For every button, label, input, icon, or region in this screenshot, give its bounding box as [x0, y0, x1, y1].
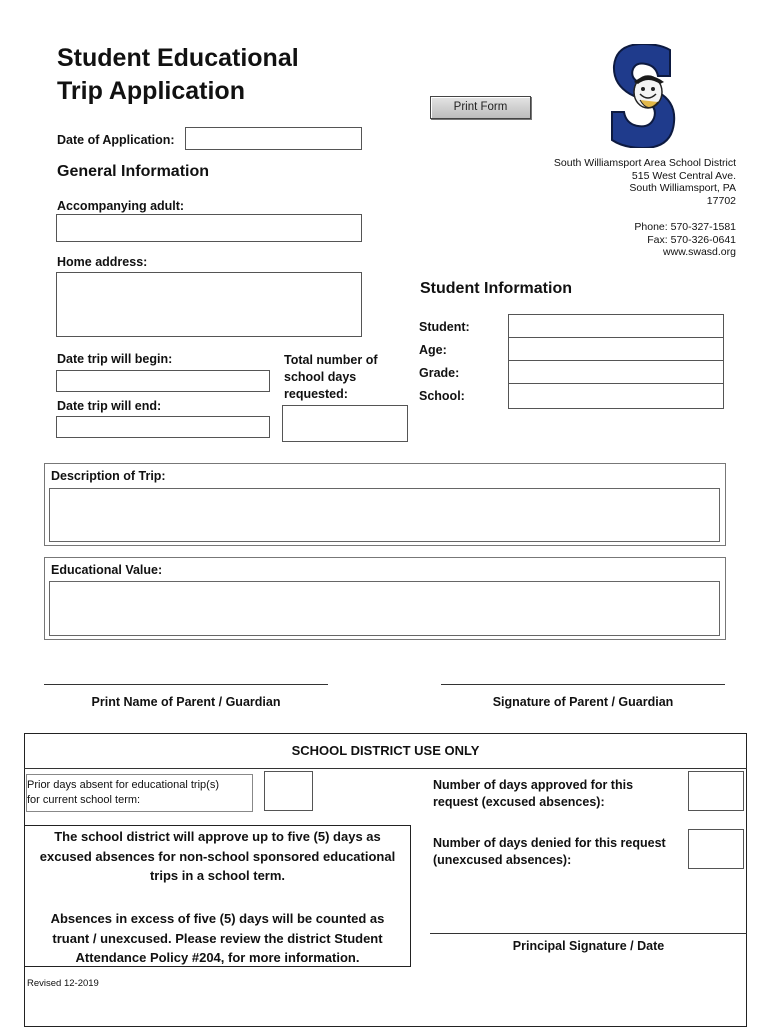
educational-value-label: Educational Value: — [51, 563, 163, 577]
policy-truant-line-1: Absences in excess of five (5) days will be counted as — [50, 911, 385, 926]
policy-truant — [24, 909, 411, 968]
school-label: School: — [419, 389, 465, 403]
date-of-application-field[interactable] — [185, 127, 362, 150]
district-zip: 17702 — [706, 194, 736, 207]
approved-days-field[interactable] — [688, 771, 744, 811]
page-title — [57, 42, 299, 108]
district-address — [554, 157, 736, 207]
principal-signature-line[interactable] — [430, 933, 747, 934]
prior-days-label-frame — [26, 774, 253, 812]
district-city: South Williamsport, PA — [629, 182, 736, 194]
title-line-1: Student Educational — [57, 44, 299, 72]
accompanying-adult-label: Accompanying adult: — [57, 199, 185, 213]
total-days-label — [284, 352, 378, 403]
district-use-divider — [24, 768, 747, 769]
district-website: www.swasd.org — [663, 246, 736, 258]
district-phone: Phone: 570-327-1581 — [634, 221, 736, 233]
student-field[interactable] — [508, 314, 724, 338]
policy-truant-line-3: Attendance Policy #204, for more information. — [75, 950, 360, 965]
policy-truant-line-2: truant / unexcused. Please review the district Student — [52, 930, 383, 946]
trip-begin-field[interactable] — [56, 370, 270, 392]
approved-line-1: Number of days approved for this — [433, 778, 634, 792]
prior-days-line-1: Prior days absent for educational trip(s) — [27, 779, 219, 791]
school-field[interactable] — [508, 383, 724, 409]
principal-signature-label: Principal Signature / Date — [512, 939, 665, 953]
district-name: South Williamsport Area School District — [553, 157, 736, 169]
home-address-field[interactable] — [56, 272, 362, 337]
district-use-heading: SCHOOL DISTRICT USE ONLY — [291, 743, 480, 758]
denied-line-1: Number of days denied for this request — [433, 836, 666, 850]
district-fax: Fax: 570-326-0641 — [647, 233, 736, 246]
approved-line-2: request (excused absences): — [433, 795, 605, 809]
age-field[interactable] — [508, 337, 724, 361]
student-label: Student: — [419, 320, 470, 334]
school-logo-graphic — [610, 44, 676, 148]
total-days-line-2: school days — [284, 370, 357, 384]
description-label: Description of Trip: — [51, 469, 166, 483]
print-name-label: Print Name of Parent / Guardian — [91, 695, 281, 709]
educational-value-field[interactable] — [49, 581, 720, 636]
policy-excused — [24, 827, 411, 886]
denied-days-label — [433, 835, 666, 869]
prior-days-line-2: for current school term: — [27, 794, 141, 806]
age-label: Age: — [419, 343, 447, 357]
title-line-2: Trip Application — [57, 77, 245, 105]
date-of-application-label: Date of Application: — [57, 133, 175, 147]
accompanying-adult-field[interactable] — [56, 214, 362, 242]
denied-days-field[interactable] — [688, 829, 744, 869]
district-contact — [634, 221, 736, 259]
home-address-label: Home address: — [57, 255, 148, 269]
total-days-line-3: requested: — [284, 387, 348, 401]
policy-excused-line-3: trips in a school term. — [149, 868, 286, 883]
district-street: 515 West Central Ave. — [631, 169, 736, 182]
grade-label: Grade: — [419, 366, 460, 380]
student-information-heading: Student Information — [420, 280, 572, 297]
description-field[interactable] — [49, 488, 720, 542]
policy-excused-line-2: excused absences for non-school sponsored educational — [39, 848, 396, 864]
total-days-field[interactable] — [282, 405, 408, 442]
approved-days-label — [433, 777, 633, 811]
grade-field[interactable] — [508, 360, 724, 384]
policy-excused-line-1: The school district will approve up to five (5) days as — [54, 829, 381, 844]
trip-end-field[interactable] — [56, 416, 270, 438]
school-logo — [610, 44, 676, 148]
trip-end-label: Date trip will end: — [57, 399, 162, 413]
denied-line-2: (unexcused absences): — [433, 853, 572, 867]
prior-days-field[interactable] — [264, 771, 313, 811]
trip-begin-label: Date trip will begin: — [57, 352, 173, 366]
general-information-heading: General Information — [57, 163, 210, 180]
parent-signature-label: Signature of Parent / Guardian — [492, 695, 674, 709]
total-days-line-1: Total number of — [284, 353, 378, 367]
print-name-line[interactable] — [44, 684, 328, 685]
revised-note: Revised 12-2019 — [27, 978, 99, 989]
print-form-button[interactable]: Print Form — [430, 96, 531, 119]
parent-signature-line[interactable] — [441, 684, 725, 685]
